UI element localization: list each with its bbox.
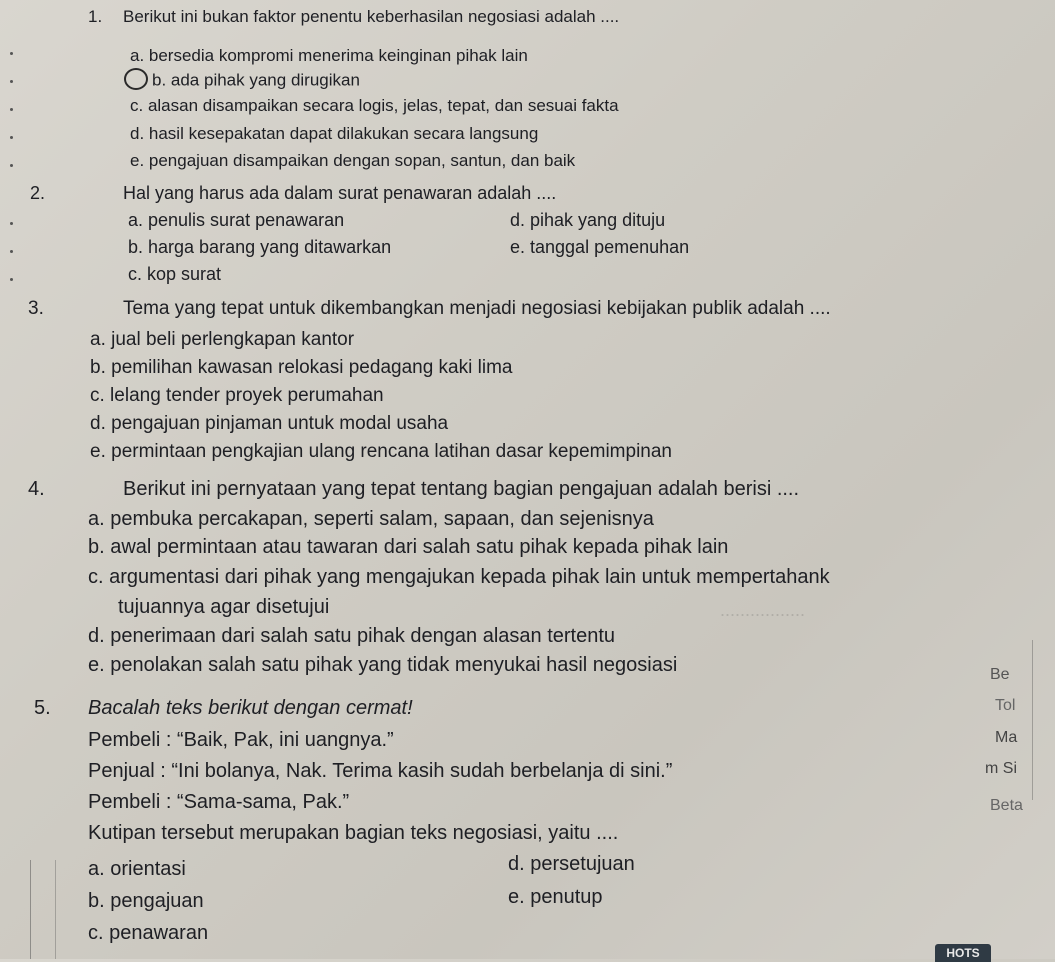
question-4-option-c-continued: tujuannya agar disetujui [118, 596, 330, 618]
question-3-option-a: a. jual beli perlengkapan kantor [90, 329, 355, 350]
question-1-option-d: d. hasil kesepakatan dapat dilakukan secara langsung [130, 124, 539, 143]
question-3-option-c: c. lelang tender proyek perumahan [90, 385, 384, 406]
question-5-option-c: c. penawaran [88, 922, 209, 944]
margin-mark-2: Tol [995, 697, 1016, 714]
question-4-number: 4. [28, 478, 45, 500]
margin-mark-4: m Si [985, 760, 1017, 777]
table-border-line [1032, 640, 1033, 800]
binder-line [55, 860, 56, 959]
margin-dot [10, 136, 13, 139]
question-4-option-a: a. pembuka percakapan, seperti salam, sapaan, dan sejenisnya [88, 508, 654, 530]
question-5-stem: Kutipan tersebut merupakan bagian teks negosiasi, yaitu .... [88, 822, 619, 844]
question-3-option-d: d. pengajuan pinjaman untuk modal usaha [90, 413, 449, 434]
question-3-option-e: e. permintaan pengkajian ulang rencana latihan dasar kepemimpinan [90, 441, 672, 462]
question-4-option-b: b. awal permintaan atau tawaran dari salah satu pihak kepada pihak lain [88, 536, 729, 558]
question-1-option-b: b. ada pihak yang dirugikan [130, 70, 360, 92]
hots-tab: HOTS [935, 944, 991, 962]
question-2-number: 2. [30, 183, 46, 203]
margin-mark-5: Beta [990, 797, 1023, 814]
binder-line [30, 860, 31, 959]
question-1-option-a: a. bersedia kompromi menerima keinginan pihak lain [130, 46, 528, 65]
question-2-option-c: c. kop surat [128, 264, 222, 284]
question-1-option-c: c. alasan disampaikan secara logis, jelas, tepat, dan sesuai fakta [130, 96, 619, 115]
question-4-option-d: d. penerimaan dari salah satu pihak dengan alasan tertentu [88, 625, 616, 647]
question-5-option-d: d. persetujuan [508, 853, 635, 875]
question-1-stem: Berikut ini bukan faktor penentu keberhasilan negosiasi adalah .... [123, 7, 620, 26]
question-5-option-e: e. penutup [508, 886, 603, 908]
question-4-stem: Berikut ini pernyataan yang tepat tentang bagian pengajuan adalah berisi .... [123, 478, 800, 500]
margin-mark-3: Ma [995, 729, 1018, 746]
question-4-option-e: e. penolakan salah satu pihak yang tidak menyukai hasil negosiasi [88, 654, 678, 676]
question-2-option-a: a. penulis surat penawaran [128, 210, 345, 230]
margin-dot [10, 108, 13, 111]
dialogue-line-1: Pembeli : “Baik, Pak, ini uangnya.” [88, 729, 394, 751]
margin-dot [10, 278, 13, 281]
question-3-stem: Tema yang tepat untuk dikembangkan menjadi negosiasi kebijakan publik adalah .... [123, 298, 831, 319]
question-2-option-e: e. tanggal pemenuhan [510, 237, 690, 257]
question-2-stem: Hal yang harus ada dalam surat penawaran adalah .... [123, 183, 557, 203]
show-through-text: ................. [720, 600, 806, 620]
margin-mark-1: Be [990, 666, 1010, 683]
question-5-instruction: Bacalah teks berikut dengan cermat! [88, 697, 413, 719]
question-3-option-b: b. pemilihan kawasan relokasi pedagang kaki lima [90, 357, 513, 378]
margin-dot [10, 80, 13, 83]
margin-dot [10, 164, 13, 167]
question-5-number: 5. [34, 697, 51, 719]
dialogue-line-2: Penjual : “Ini bolanya, Nak. Terima kasih sudah berbelanja di sini.” [88, 760, 673, 782]
question-4-option-c: c. argumentasi dari pihak yang mengajukan kepada pihak lain untuk mempertahank [88, 566, 830, 588]
question-3-number: 3. [28, 298, 44, 319]
question-5-option-b: b. pengajuan [88, 890, 204, 912]
margin-dot [10, 250, 13, 253]
margin-dot [10, 222, 13, 225]
question-2-option-d: d. pihak yang dituju [510, 210, 666, 230]
question-5-option-a: a. orientasi [88, 858, 186, 880]
question-2-option-b: b. harga barang yang ditawarkan [128, 237, 392, 257]
dialogue-line-3: Pembeli : “Sama-sama, Pak.” [88, 791, 350, 813]
answer-circle-mark [124, 68, 148, 90]
margin-dot [10, 52, 13, 55]
question-1-number: 1. [88, 7, 103, 26]
question-1-option-e: e. pengajuan disampaikan dengan sopan, santun, dan baik [130, 151, 576, 170]
